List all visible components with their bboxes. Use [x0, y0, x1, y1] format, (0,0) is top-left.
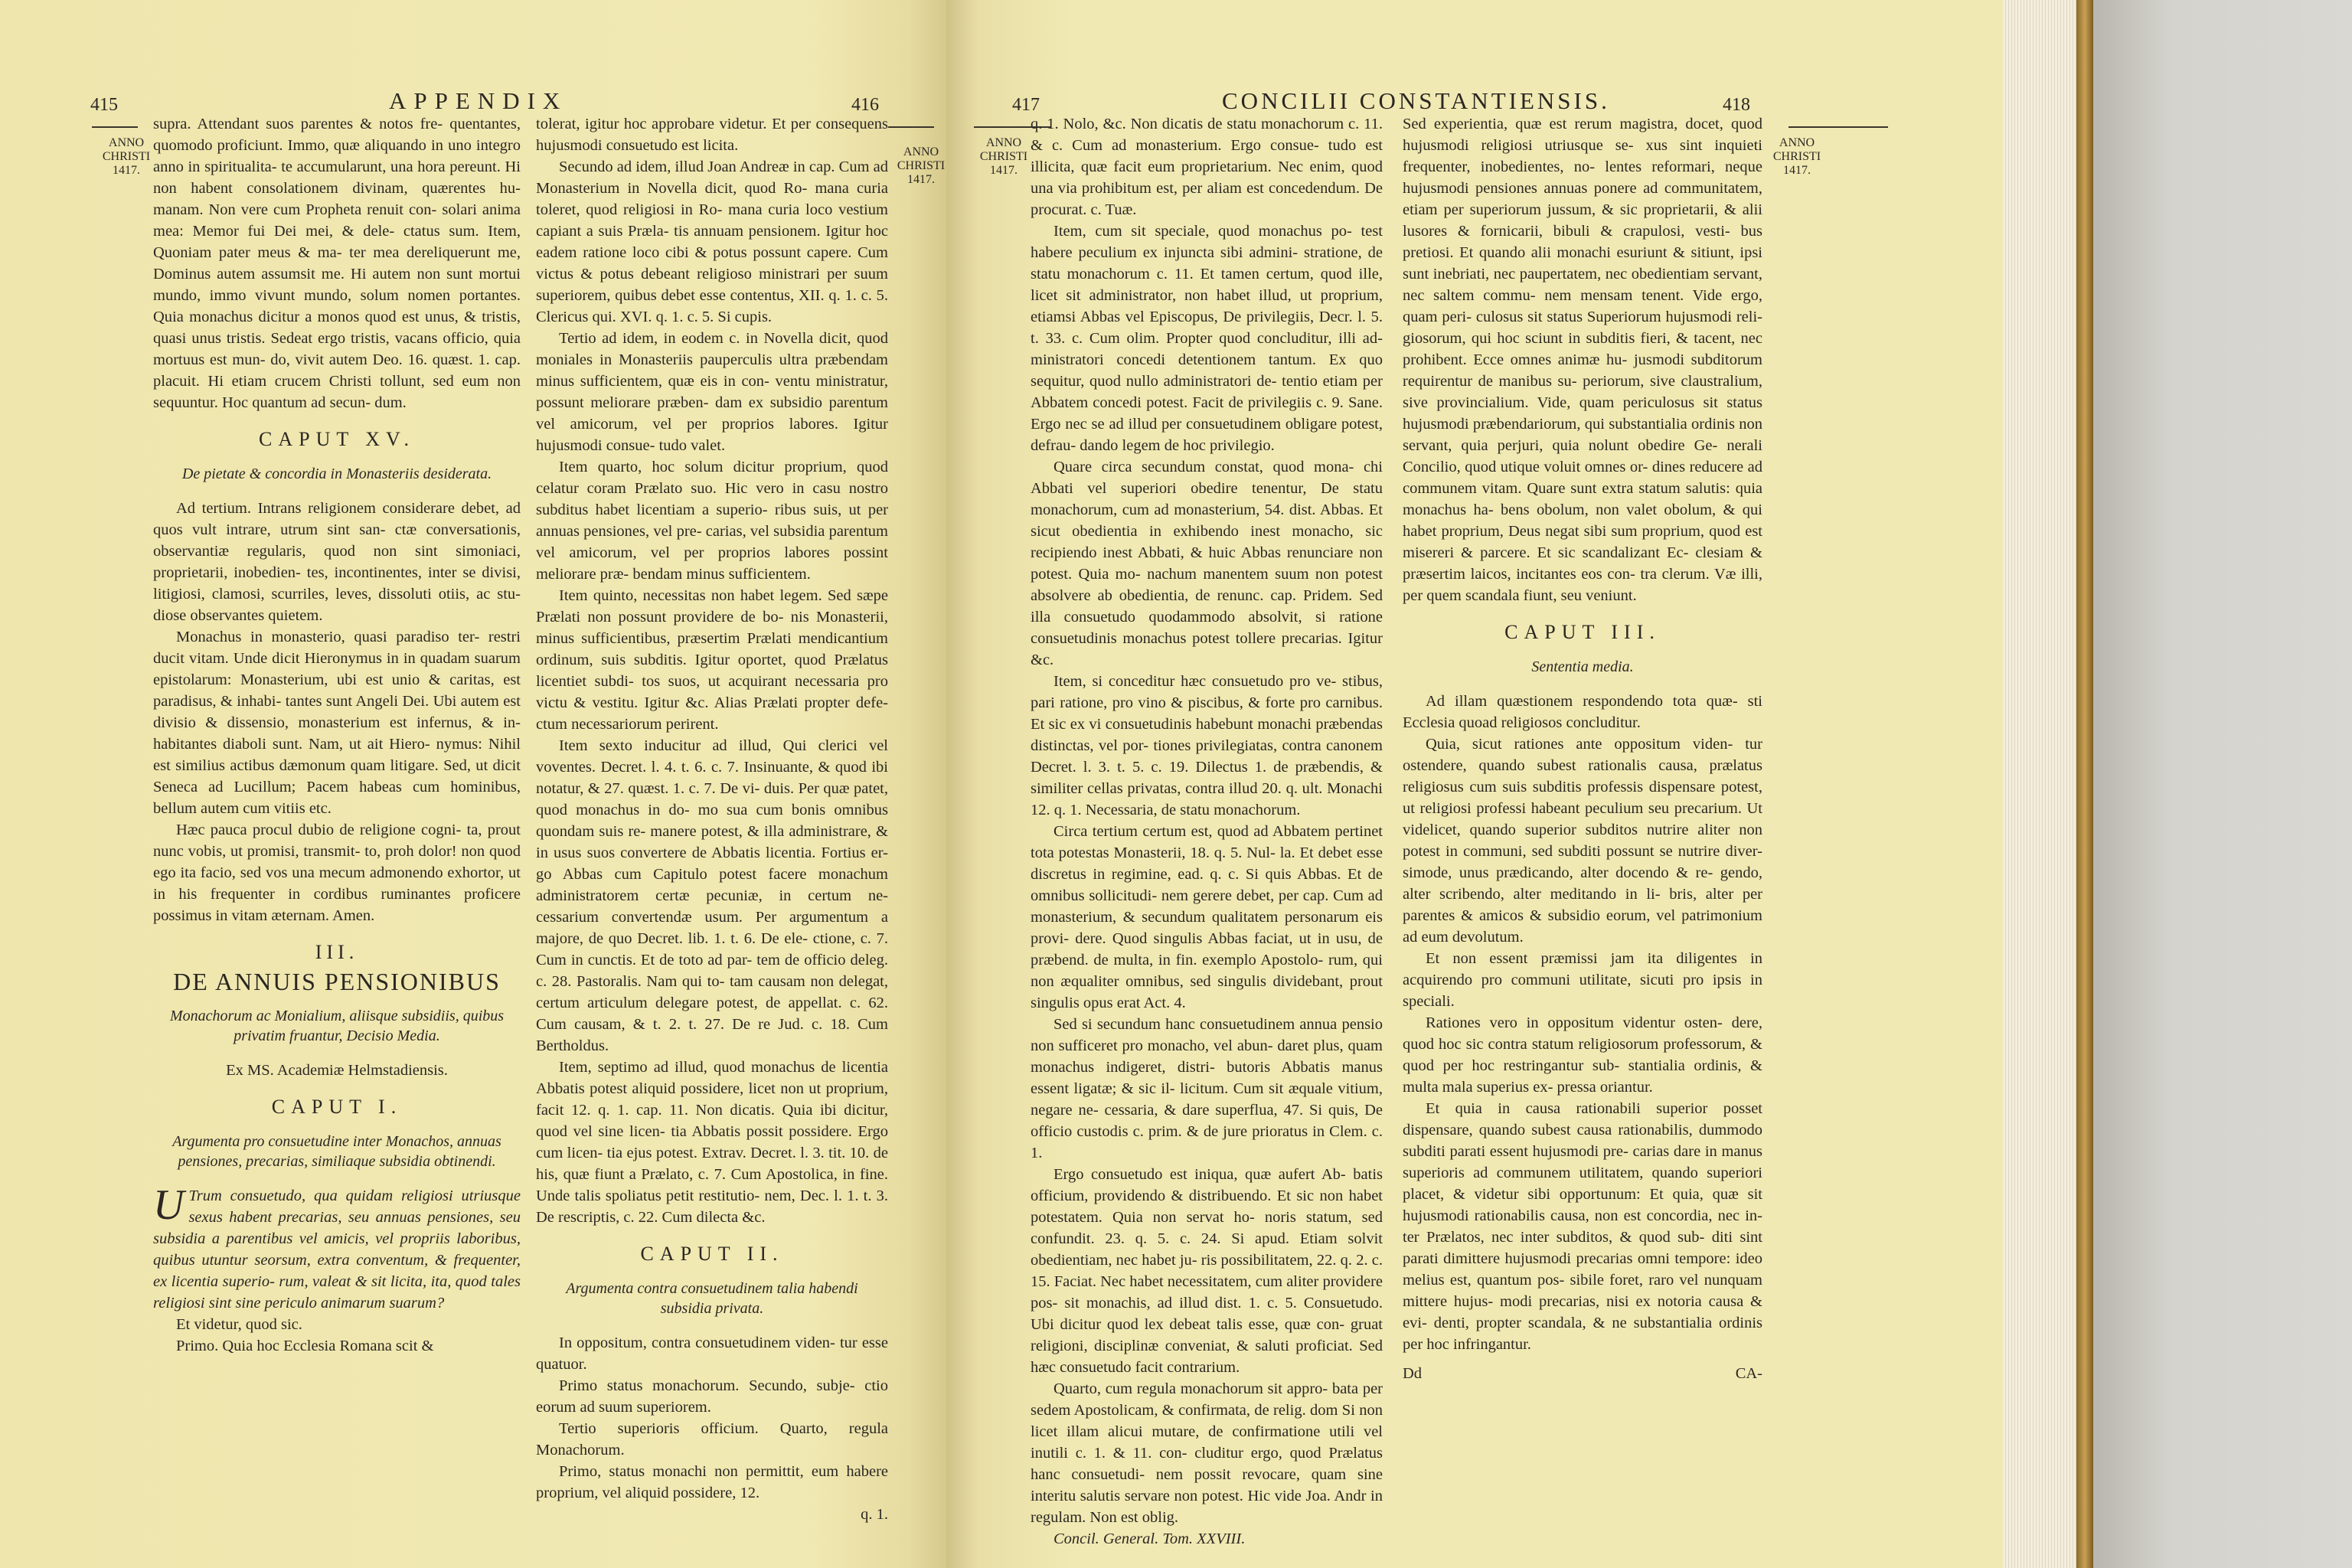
left-column-2 — [536, 113, 888, 1525]
paragraph: supra. Attendant suos parentes & notos fre- quentantes, quomodo proficiunt. Immo, quæ aliquando in uno integro anno in spiritualita- te accumularunt, una hora pereunt. Hi non habent consolationem divinam, quærentes hu- manam. Non vere cum Propheta renuit con- solari anima mea: Memor fui Dei mei, & dele- ctatus sum. Item, Quoniam pater meus & ma- ter mea dereliquerunt me, Dominus autem assumsit me. Hi autem non sunt mortui mundo, immo vivunt mundo, solum nomen portantes. Quia monachus dicitur a monos quod est unus, & tristis, quasi unus tristis. Sedeat ergo tristis, vacans officio, quia mortuus est mun- do, vivit autem Deo. 16. quæst. 1. cap. placuit. Hi etiam crucem Christi tollunt, sed eum non sequuntur. Hoc quantum ad secun- dum. — [153, 116, 521, 411]
running-header-concilii: CONCILII CONSTANTIENSIS. — [1222, 87, 1610, 114]
page-number-417: 417 — [1012, 95, 1040, 115]
paragraph: Item, septimo ad illud, quod monachus de licentia Abbatis potest aliquid possidere, licet non ut proprium, facit 12. q. 1. cap. 11. Non dicatis. Quia ibi dicitur, quod vel sine licen- tia Abbatis possit possidere. Ergo cum licen- tia ejus potest. Extrav. Decret. l. 3. tit. 10. de his, quæ fiunt a Prælato, c. 7. Cum Apostolica, in fine. Unde talis spoliatus petit restitutio- nem, Dec. l. 1. t. 3. De rescriptis, c. 22. Cum dilecta &c. — [536, 1059, 888, 1226]
paragraph: Item, si conceditur hæc consuetudo pro ve- stibus, pari ratione, pro vino & piscibus, & forte pro carnibus. Et sic ex vi consuetudinis habebunt monachi præbendas distinctas, vel por- tiones privilegiatas, contra canonem Decret. l. 3. t. 5. c. 19. Dilectus 1. de præbendis, & similiter cellas privatas, contra illud 20. q. ult. Monachi 12. q. 1. Necessaria, de statu monachorum. — [1031, 673, 1383, 818]
paragraph: Et quia in causa rationabili superior posset dispensare, quando subest causa rationabilis, dummodo subditi parati essent hujusmodi pre- carias dare in manus superioris ad communem utilitatem, quando superiori placet, & videtur sibi opportunum: Et quia, quæ sit hujusmodi rationabilis causa, non est concordia, nec in- ter Prælatos, nec inter subditos, & quod sub- diti sint parati dimittere hujusmodi precarias omni tempore: ideo melius est, quantum pos- sibile foret, raro vel nunquam mittere hujus- modi precarias, nisi ex notoria causa & evi- denti, propter scandala, & ne substantialia ordinis per hoc infringantur. — [1403, 1100, 1762, 1353]
paragraph: Item, cum sit speciale, quod monachus po- test habere peculium ex injuncta sibi admini- stratione, de statu monachorum c. 11. Et tamen certum, quod ille, licet sit administrator, non habet illud, ut proprium, etiamsi Abbas vel Episcopus, De privilegiis, Decr. l. 5. t. 33. c. Cum olim. Propter quod concluditur, illi ad- ministratori concedi detentionem tantum. Ex quo sequitur, quod nullo administratori de- tentio etiam per Abbatem concedi potest. Facit de privilegiis c. 9. Sane. Ergo nec se ad illud per consuetudinem obligare potest, defrau- dando legem de hoc privilegio. — [1031, 223, 1383, 454]
paragraph: Item quinto, necessitas non habet legem. Sed sæpe Prælati non possunt providere de bo- nis Monasterii, minus sufficientibus, præsertim Prælati mendicantium ordinum, suis subditis. Igitur oportet, quod Prælatus licentiet subdi- tos suos, ut acquirant necessaria pro victu & vestitu. Igitur &c. Alias Prælati propter defe- ctum necessariorum perirent. — [536, 587, 888, 733]
page-number-418: 418 — [1723, 95, 1750, 115]
page-edges — [2003, 0, 2076, 1568]
paragraph: U Trum consuetudo, qua quidam religiosi utriusque sexus habent precarias, seu annuas pensiones, seu subsidia a parentibus vel amicis, vel propriis laboribus, quibus utuntur seorsum, extra conventum, & frequenter, ex licentia superio- rum, valeat & sit licita, ita, quod tales religiosi sint sine periculo animarum suarum? — [153, 1181, 521, 1312]
footer-line — [1403, 1363, 1762, 1393]
paragraph: Tertio superioris officium. Quarto, regula Monachorum. — [536, 1420, 888, 1459]
left-column-1 — [153, 113, 521, 1357]
paragraph: Hæc pauca procul dubio de religione cogni- ta, prout nunc vobis, ut promisi, transmit- to, proh dolor! non quod ego ita facio, sed vos una mecum admonendo exhortor, ut in his frequenter in cordibus ruminantes proficere possimus in vitam æternam. Amen. — [153, 822, 521, 924]
margin-note-year-right: ANNO CHRISTI 1417. — [897, 145, 946, 186]
chapter-title: CAPUT II. — [640, 1243, 784, 1265]
left-page — [0, 0, 946, 1568]
paragraph: Item quarto, hoc solum dicitur proprium, quod celatur coram Prælato suo. Hic vero in casu nostro subditus habet licentiam a superio- ribus suis, ut per annuas pensiones, vel pre- carias, vel subsidia parentum vel amicorum, vel per proprios labores possint meliorare præ- bendam minus sufficientem. — [536, 459, 888, 583]
section-subtitle: Monachorum ac Monialium, aliisque subsidiis, quibus privatim fruantur, Decisio Media. — [169, 1008, 505, 1044]
paragraph: Sed experientia, quæ est rerum magistra, docet, quod hujusmodi religiosi utriusque se- xus sint inquieti frequenter, inobedientes, no- lentes reformari, neque hujusmodi pensiones annuas ponere ad communitatem, etiam per superiorum jussum, & sic proprietarii, & alii lusores & fornicarii, bibuli & crapulosi, vesti- bus pretiosi. Et quando alii monachi esuriunt & sitiunt, ipsi sunt inebriati, nec paupertatem, nec obedientiam servant, nec saltem commu- nem mensam tenent. Vide ergo, quam peri- culosus sit status Superiorum hujusmodi reli- giosorum, qui hoc sciunt in subditis fieri, & tacent, nec prohibent. Ecce omnes animæ hu- jusmodi subditorum requirentur de manibus su- periorum, sive claustralium, sive provincialium. Vide, quam periculosus sit status hujusmodi præbendariorum, qui substantialia ordinis non servant, quia perjuri, quia nolunt obedire Ge- nerali Concilio, quod utique voluit omnes or- dines reducere ad communem vitam. Quare sunt extra statum salutis: quia monachus ha- bens obolum, non valet obolum, & qui habet proprium, Deus negat sibi sum proprium, quod est misereri & parcere. Et sic scandalizant Ec- clesiam & præsertim laicos, incitantes eos con- tra clerum. Væ illi, per quem scandala fiunt, seu veniunt. — [1403, 116, 1762, 604]
paragraph: Primo. Quia hoc Ecclesia Romana scit & — [176, 1338, 434, 1354]
paragraph: Primo, status monachi non permittit, eum habere proprium, vel aliquid possidere, 12. — [536, 1463, 888, 1501]
background-surface — [2093, 0, 2352, 1568]
right-column-2 — [1403, 113, 1762, 1393]
paragraph: Ad illam quæstionem respondendo tota quæ- sti Ecclesia quoad religiosos concluditur. — [1403, 693, 1762, 731]
paragraph: Et non essent præmissi jam ita diligentes in acquirendo pro communi utilitate, sicuti pro ipsis in speciali. — [1403, 950, 1762, 1010]
source-line: Ex MS. Academiæ Helmstadiensis. — [226, 1062, 448, 1079]
paragraph: q. 1. Nolo, &c. Non dicatis de statu monachorum c. 11. & c. Cum ad monasterium. Ergo consue- tudo est illicita, quæ facit eum proprietarium. Nec enim, quod una via prohibitum est, per aliam est concedendum. De procurat. c. Tuæ. — [1031, 116, 1383, 218]
catchword: CA- — [1735, 1365, 1762, 1382]
paragraph: In oppositum, contra consuetudinem viden- tur esse quatuor. — [536, 1334, 888, 1373]
chapter-subtitle: Sententia media. — [1531, 658, 1634, 675]
paragraph: Tertio ad idem, in eodem c. in Novella dicit, quod moniales in Monasteriis pauperculis ultra præbendam minus sufficientem, quæ eis in con- ventu ministratur, possunt meliorare præben- dam ex subsidio parentum vel amicorum, vel per proprios labores. Igitur hujusmodi consue- tudo valet. — [536, 330, 888, 454]
header-rule-left — [92, 126, 138, 128]
paragraph: Quia, sicut rationes ante oppositum viden- tur ostendere, quando subest rationalis causa, prælatus religiosus cum suis subditis professis dispensare potest, ut religiosi professi habeant peculium seu precarium. Ut videlicet, quando superior subditos nutrire aliter non potest in communi, sed subditi possunt se nutrire diver- simode, unus prædicando, alter docendo & re- gendo, alter scribendo, alter meditando in li- bris, alter per parentes & amicos & subsidio eorum, vel patrimonium ad eum devolutum. — [1403, 736, 1762, 946]
book-cover-edge — [2076, 0, 2093, 1568]
running-header-appendix: APPENDIX — [389, 87, 568, 114]
chapter-subtitle: Argumenta contra consuetudinem talia habendi subsidia privata. — [566, 1280, 858, 1317]
paragraph: Primo status monachorum. Secundo, subje- ctio eorum ad suum superiorem. — [536, 1377, 888, 1416]
chapter-title: CAPUT XV. — [259, 428, 415, 450]
chapter-title: CAPUT III. — [1504, 621, 1661, 643]
right-column-1 — [1031, 113, 1383, 1550]
page-number-415: 415 — [90, 95, 118, 115]
paragraph: Rationes vero in oppositum videntur osten- dere, quod hoc sic contra statum religiosorum professorum, & quod per hoc restringantur sub- stantialia ordinis, & multa mala superius ex- pressa oriantur. — [1403, 1014, 1762, 1096]
margin-note-year-left: ANNO CHRISTI 1417. — [979, 136, 1028, 177]
paragraph: Monachus in monasterio, quasi paradiso ter- restri ducit vitam. Unde dicit Hieronymus in in quadam suarum epistolarum: Monasterium, ubi est unio & caritas, est paradisus, & inhabi- tantes sunt Angeli Dei. Ubi autem est divisio & dissensio, monasterium est infernus, & in- habitantes diaboli sunt. Nam, ut ait Hiero- nymus: Nihil est similius actibus dæmonum quam litigare. Sed, ut dicit Seneca ad Lucillum; Pacem habeas cum hominibus, bellum autem cum vitiis etc. — [153, 629, 521, 817]
paragraph: Circa tertium certum est, quod ad Abbatem pertinet tota potestas Monasterii, 18. q. 5. Nul- la. Et debet esse discretus in regimine, ead. q. c. Si quis Abbas. Et de omnibus sollicitudi- nem gerere debet, per cap. Cum ad monasterium, & secundum qualitatem personarum eis provi- dere. Quod singulis Abbas faciat, ut in usu, de præbend. de multa, in fin. exemplo Apostolo- rum, qui non æqualiter omnibus, sed singulis dividebant, prout singulis opus erat Act. 4. — [1031, 823, 1383, 1011]
chapter-subtitle: De pietate & concordia in Monasteriis desiderata. — [181, 466, 492, 482]
signature-mark: Dd — [1403, 1365, 1423, 1382]
chapter-subtitle: Argumenta pro consuetudine inter Monachos, annuas pensiones, precarias, similiaque subsidia obtinendi. — [172, 1133, 501, 1170]
margin-note-year-left: ANNO CHRISTI 1417. — [102, 136, 151, 177]
paragraph: Secundo ad idem, illud Joan Andreæ in cap. Cum ad Monasterium in Novella dicit, quod Ro- mana curia toleret, quod religiosi in Ro- mana curia loco vestium capiant a suis Præla- tis annuam pensionem. Igitur hoc eadem ratione loco cibi & potus possunt capere. Cum victus & potus debeant religioso ministrari per suum superiorem, quibus debet esse contentus, XII. q. 1. c. 5. Clericus qui. XVI. q. 1. c. 5. Si cupis. — [536, 158, 888, 325]
chapter-title: CAPUT I. — [271, 1096, 403, 1118]
paragraph: Item sexto inducitur ad illud, Qui clerici vel voventes. Decret. l. 4. t. 6. c. 7. Insinuante, & quod ibi notatur, & 27. quæst. 1. c. 7. De vi- duis. Per quæ patet, quod monachus in do- mo sua cum bonis omnibus quondam suis re- manere potest, & illa administrare, & in usus suos convertere de Abbatis licentia. Fortius er- go Abbas cum Capitulo potest facere monachum administratorem certæ pecuniæ, in certum ne- cessarium convertendæ usum. Per argumentum a majore, de quo Decret. lib. 1. t. 6. De ele- ctione, c. 7. Cum in cunctis. Et de toto ad par- tem de officio deleg. c. 28. Pastoralis. Nam qui to- tam causam non delegat, certum articulum delegare potest, de appellat. c. 62. Cum causam, & t. 2. t. 27. De re Jud. c. 18. Cum Bertholdus. — [536, 737, 888, 1054]
paragraph: tolerat, igitur hoc approbare videtur. Et per consequens hujusmodi consuetudo est licita. — [536, 116, 888, 154]
catchword: q. 1. — [861, 1506, 888, 1523]
paragraph: Quare circa secundum constat, quod mona- chi Abbati vel superiori obedire tenentur, De statu monachorum, cum ad monasterium, 54. dist. Abbas. Et sicut obedientia in exhibendo inest monacho, sic recipiendo inest Abbati, & huic Abbas renunciare non potest. Quia mo- nachum manentem suum non potest absolvere ab obedientia, de renunc. cap. Pridem. Sed illa consuetudo quodammodo absolvit, si ratione consuetudinis monachus potest tollere precarias. Igitur &c. — [1031, 459, 1383, 668]
paragraph: Sed si secundum hanc consuetudinem annua pensio non sufficeret pro monacho, vel abun- daret plus, quam monachus indigeret, distri- butoris Abbatis manus essent ligatæ; & sic il- licitum. Cum sit æquale vitium, negare ne- cessaria, & dare superflua, 47. Si quis, De officio custodis c. prim. & de jure prioratus in Clem. c. 1. — [1031, 1016, 1383, 1161]
paragraph: Ergo consuetudo est iniqua, quæ aufert Ab- batis officium, providendo & distribuendo. Et sic non habet potestatem. Quia non servat ho- noris statum, sed confundit. 23. q. 5. c. 24. Si apud. Etiam solvit obedientiam, nec habet ju- ris possibilitatem, 22. q. 2. c. 15. Faciat. Nec habet necessitatem, cum aliter providere pos- sit monachis, ad illud dist. 1. c. 5. Consuetudo. Ubi dicitur quod lex debeat talis esse, quæ con- gruat religioni, disciplinæ conveniat, & saluti proficiat. Sed hæc consuetudo facit contrarium. — [1031, 1166, 1383, 1376]
footer-volume: Concil. General. Tom. XXVIII. — [1054, 1530, 1246, 1547]
page-number-416: 416 — [851, 95, 879, 115]
paragraph: Et videtur, quod sic. — [176, 1316, 302, 1333]
right-page — [946, 0, 2003, 1568]
header-rule-right — [888, 126, 934, 128]
drop-cap: U — [153, 1181, 185, 1229]
paragraph: Ad tertium. Intrans religionem considerare debet, ad quos vult intrare, utrum sint san- ctæ conversationis, observantiæ regularis, quod non sint simoniaci, proprietarii, inobedien- tes, incontinentes, inter se divisi, litigiosi, clamosi, scurriles, leves, dissoluti otiis, ac stu- diose observantes quietem. — [153, 500, 521, 624]
header-rule-right — [1788, 126, 1888, 128]
paragraph: Quarto, cum regula monachorum sit appro- bata per sedem Apostolicam, & confirmata, de relig. dom Si non licet illam alicui mutare, de confirmatione utili vel inutili c. 1. & 11. con- cluditur ergo, quod Prælatus hanc consuetudi- nem possit revocare, quam sine interitu salutis servare non potest. Hic vide Joa. Andr in regulam. Non est oblig. — [1031, 1380, 1383, 1526]
margin-note-year-right: ANNO CHRISTI 1417. — [1772, 136, 1821, 177]
section-title: DE ANNUIS PENSIONIBUS — [173, 968, 501, 995]
section-number: III. — [315, 941, 359, 963]
